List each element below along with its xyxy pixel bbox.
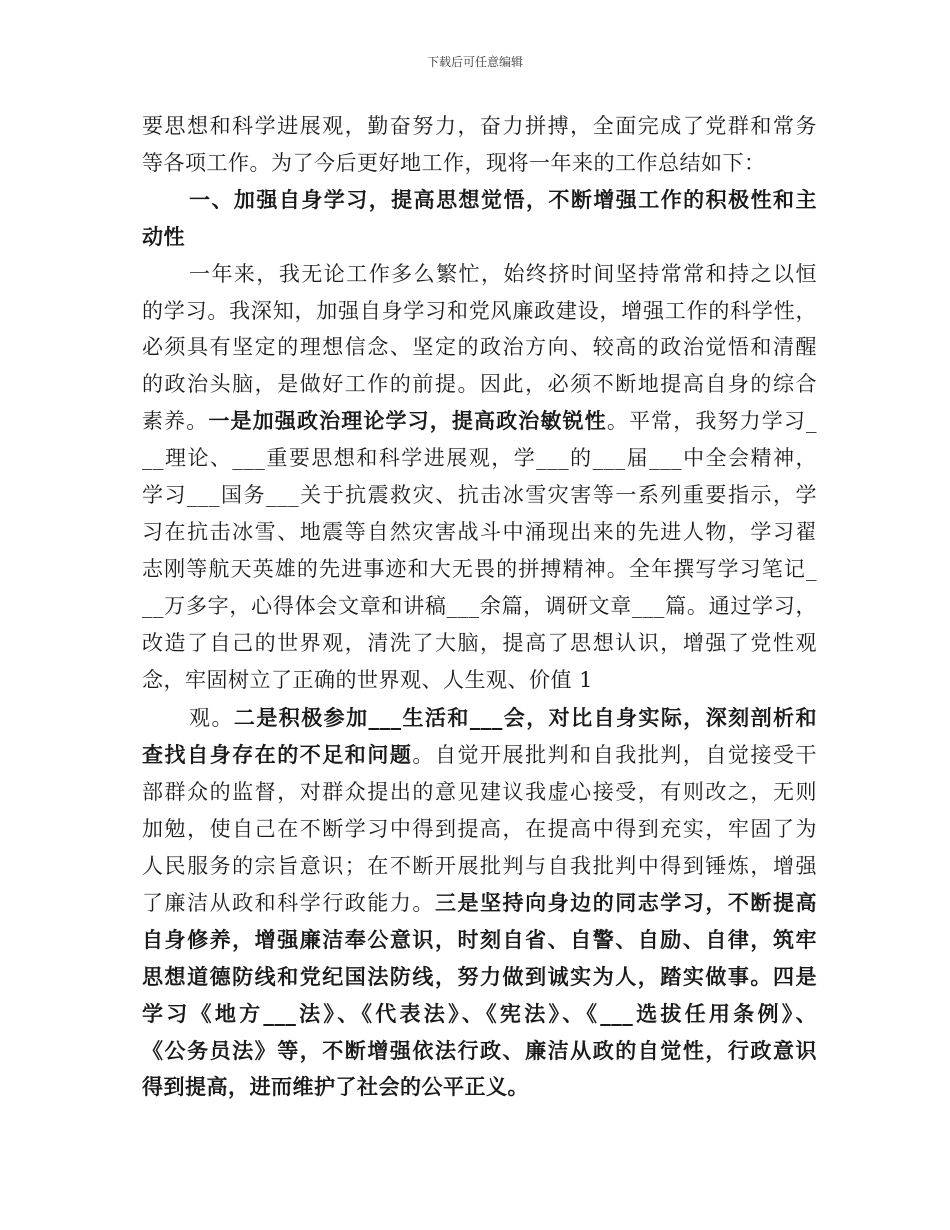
text-line [142, 815, 817, 843]
text-run: 一年来，我无论工作多么繁忙，始终挤时间坚持常常和持之以恒 [189, 261, 817, 286]
bold-text-run: 《公务员法》等，不断增强依法行政、廉洁从政的自觉性，行政意识 [142, 1037, 817, 1063]
text-line [189, 260, 817, 288]
text-line [142, 223, 817, 251]
text-run: 等各项工作。为了今后更好地工作，现将一年来的工作总结如下： [142, 150, 766, 175]
text-run: 。自觉开展批判和自我批判，自觉接受干 [412, 743, 818, 768]
text-line [142, 297, 817, 325]
text-run: 加勉，使自己在不断学习中得到提高，在提高中得到充实，牢固了为 [142, 817, 817, 842]
text-line [189, 704, 817, 732]
text-line [142, 370, 817, 398]
text-line [142, 333, 817, 361]
bold-text-run: 思想道德防线和党纪国法防线，努力做到诚实为人，踏实做事。四是 [142, 963, 817, 989]
text-run: 志刚等航天英雄的先进事迹和大无畏的拼搏精神。全年撰写学习笔记_ [142, 556, 817, 581]
text-line [142, 149, 817, 177]
text-line [142, 112, 817, 140]
text-run: __理论、___重要思想和科学进展观，学___的___届___中全会精神， [142, 446, 817, 471]
text-line [142, 889, 817, 917]
text-line [142, 963, 817, 991]
text-line [142, 1000, 817, 1028]
text-run: 素养。 [142, 409, 209, 434]
text-run: 改造了自己的世界观，清洗了大脑，提高了思想认识，增强了党性观 [142, 630, 817, 655]
text-run: 人民服务的宗旨意识；在不断开展批判与自我批判中得到锤炼，增强 [142, 854, 817, 878]
text-line [142, 1037, 817, 1065]
bold-text-run: 一是加强政治理论学习，提高政治敏锐性 [208, 408, 607, 434]
text-line [142, 926, 817, 954]
text-run: 必须具有坚定的理想信念、坚定的政治方向、较高的政治觉悟和清醒 [142, 335, 817, 360]
text-line [142, 555, 817, 583]
text-line [142, 407, 817, 435]
text-run: 了廉洁从政和科学行政能力。 [142, 890, 435, 915]
bold-text-run: 得到提高，进而维护了社会的公平正义。 [142, 1074, 529, 1100]
text-line [142, 852, 817, 880]
bold-text-run: 二是积极参加___生活和___会，对比自身实际，深刻剖析和 [233, 705, 818, 731]
text-run: 的政治头脑，是做好工作的前提。因此，必须不断地提高自身的综合 [142, 372, 817, 397]
text-run: 要思想和科学进展观，勤奋努力，奋力拼搏，全面完成了党群和常务 [142, 114, 817, 138]
text-line [189, 186, 817, 214]
bold-text-run: 学习《地方___法》、《代表法》、《宪法》、《___选拔任用条例》、 [142, 1000, 817, 1026]
text-run: 学习___国务___关于抗震救灾、抗击冰雪灾害等一系列重要指示，学 [142, 483, 817, 507]
bold-text-run: 查找自身存在的不足和问题 [142, 742, 413, 768]
text-run: 观。 [189, 706, 234, 731]
text-line [142, 444, 817, 472]
page-header: 下载后可任意编辑 [426, 55, 523, 69]
text-line [142, 518, 817, 546]
bold-text-run: 三是坚持向身边的同志学习，不断提高 [434, 889, 818, 915]
text-line [142, 592, 817, 620]
bold-text-run: 动性 [142, 223, 185, 249]
text-run: __万多字，心得体会文章和讲稿___余篇，调研文章___篇。通过学习， [142, 593, 817, 618]
bold-text-run: 一、加强自身学习，提高思想觉悟，不断增强工作的积极性和主 [189, 186, 817, 212]
text-run: 部群众的监督，对群众提出的意见建议我虚心接受，有则改之，无则 [142, 780, 817, 805]
text-run: 念，牢固树立了正确的世界观、人生观、价值 1 [142, 667, 594, 692]
text-run: 。平常，我努力学习_ [606, 409, 818, 434]
text-line [142, 666, 817, 694]
text-line [142, 481, 817, 509]
text-line [142, 741, 817, 769]
text-run: 习在抗击冰雪、地震等自然灾害战斗中涌现出来的先进人物，学习翟 [142, 519, 817, 544]
text-line [142, 778, 817, 806]
text-run: 的学习。我深知，加强自身学习和党风廉政建设，增强工作的科学性， [142, 298, 817, 323]
text-line [142, 629, 817, 657]
bold-text-run: 自身修养，增强廉洁奉公意识，时刻自省、自警、自励、自律，筑牢 [142, 926, 817, 952]
text-line [142, 1073, 817, 1101]
